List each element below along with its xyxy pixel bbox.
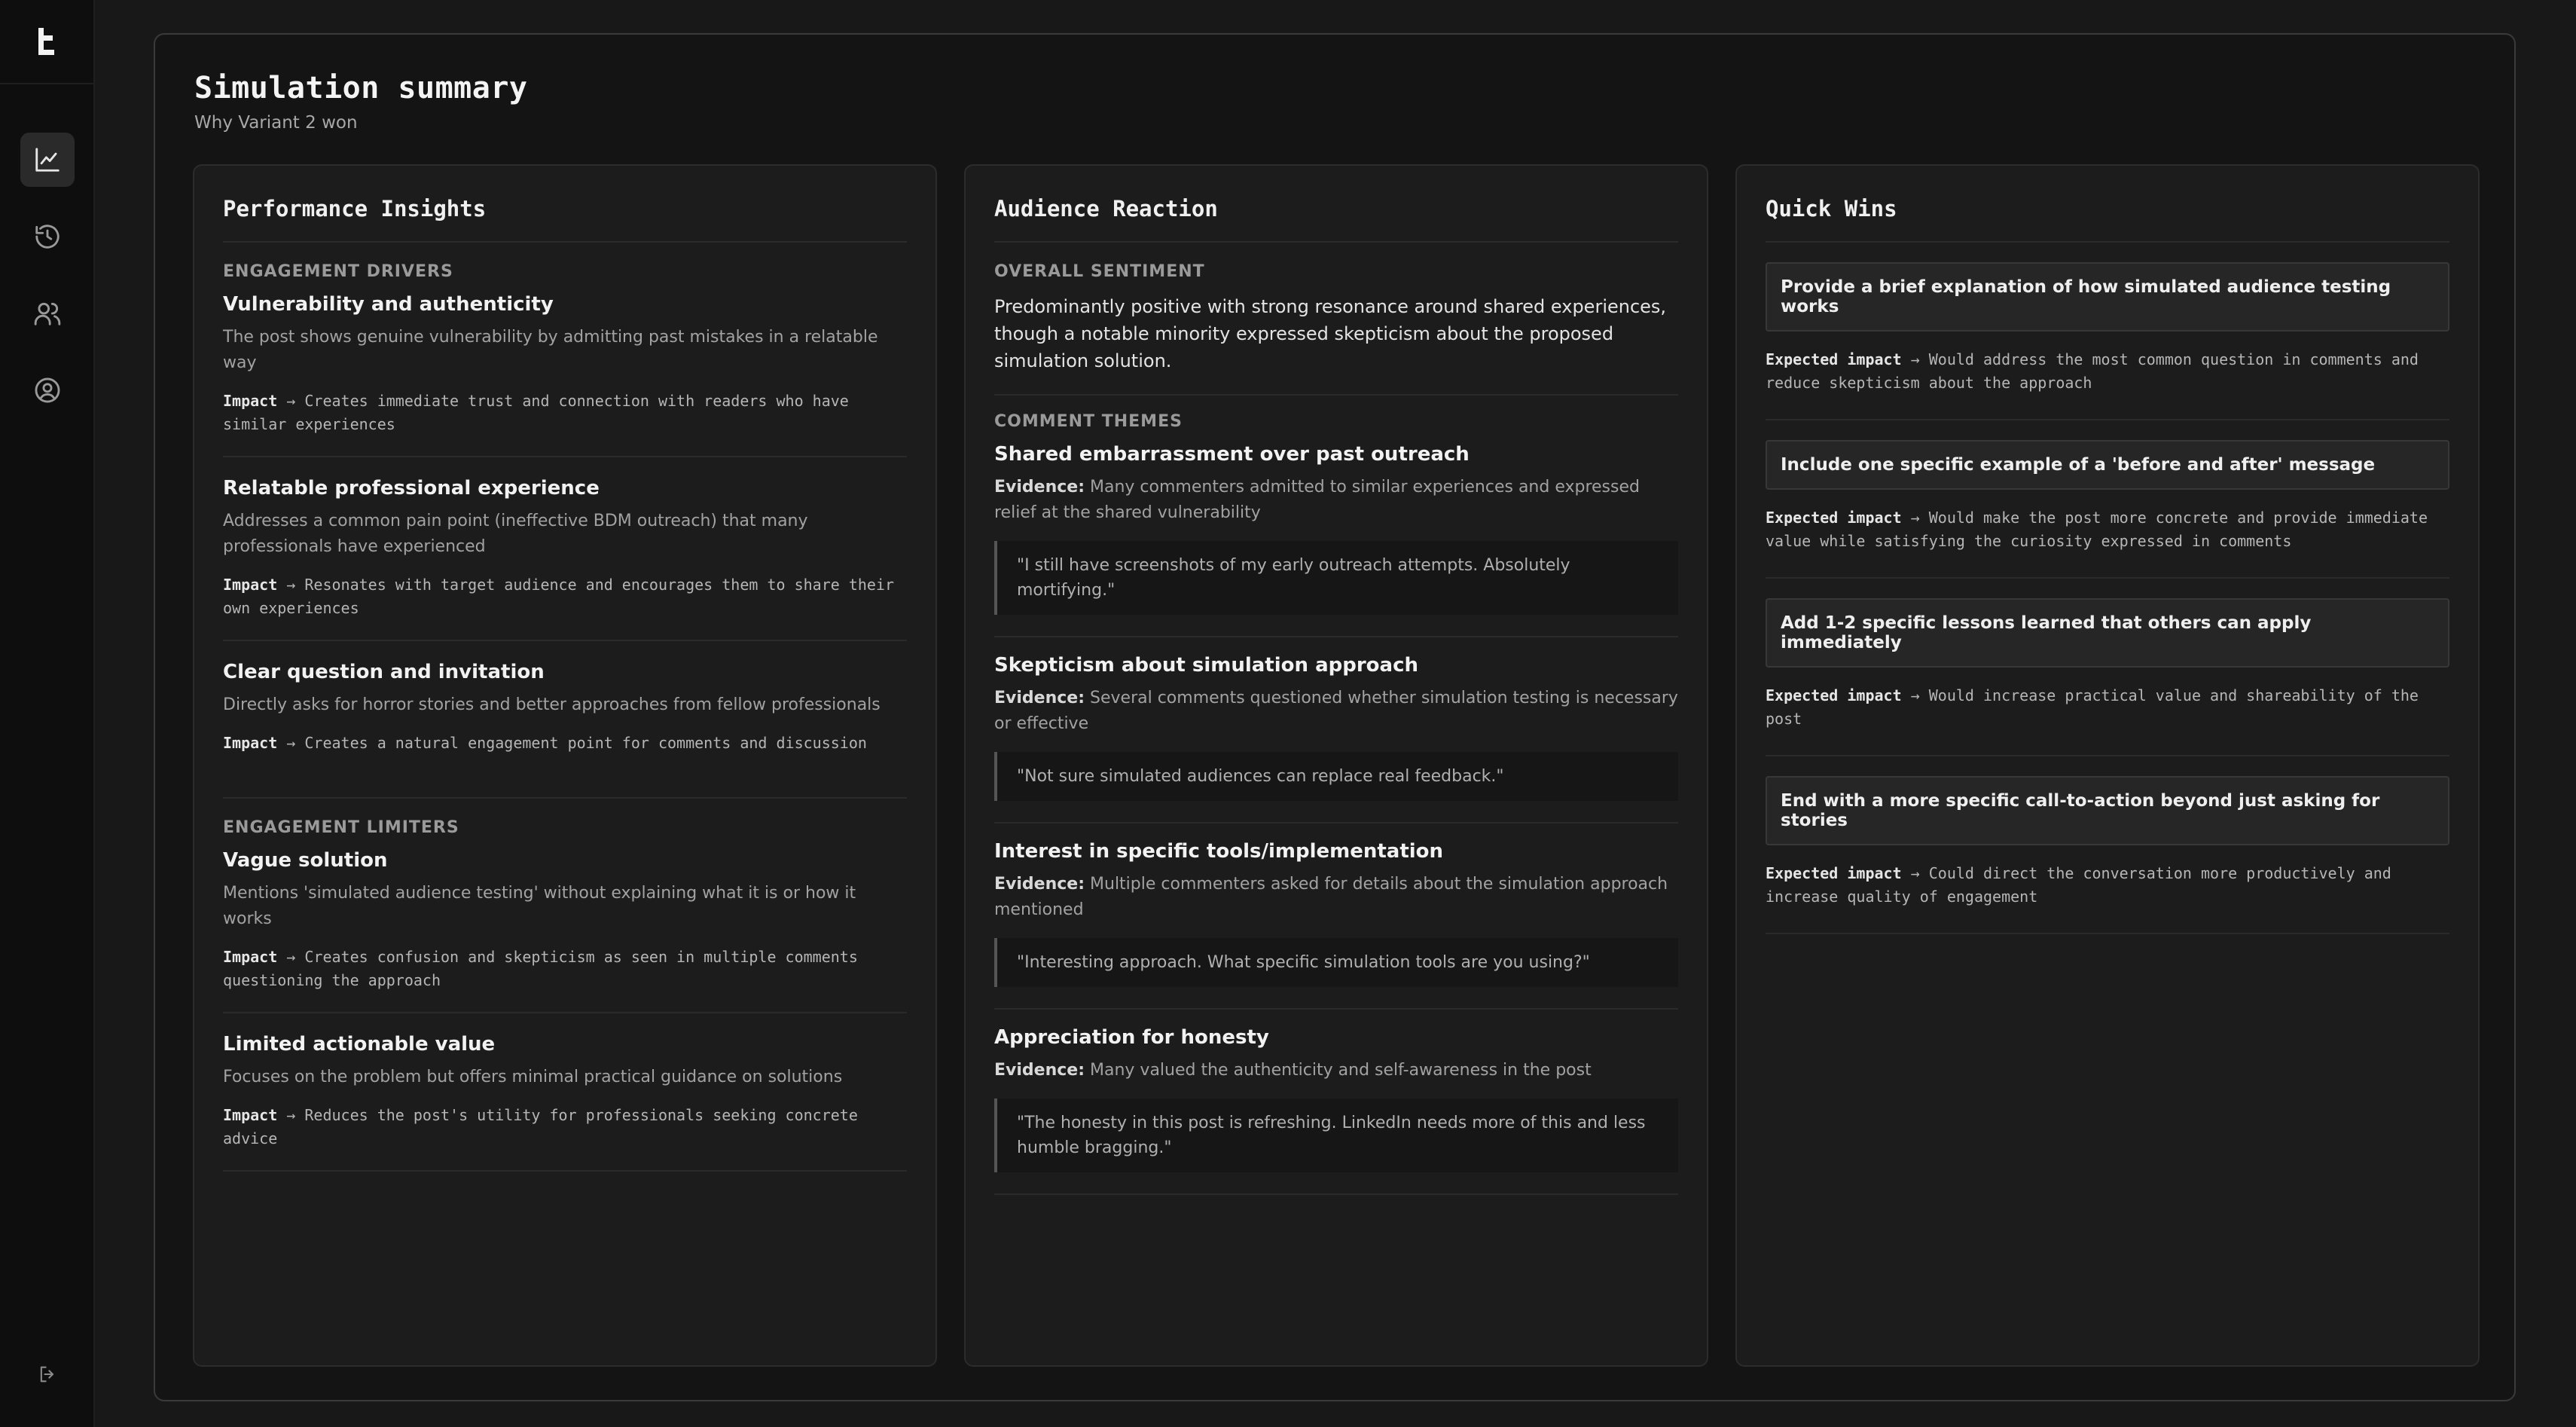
comment-theme — [994, 840, 1678, 1010]
item-description: Focuses on the problem but offers minimal practical guidance on solutions — [223, 1068, 843, 1086]
impact-label: Impact — [223, 576, 278, 594]
impact-value: Reduces the post's utility for professionals seeking concrete advice — [223, 1106, 858, 1147]
chart-line-icon — [33, 145, 62, 174]
app-logo[interactable] — [0, 0, 93, 84]
impact-label: Expected impact — [1766, 686, 1902, 704]
quick-win-item — [1766, 598, 2449, 756]
comment-quote: "Interesting approach. What specific simulation tools are you using?" — [994, 938, 1678, 987]
evidence-text — [994, 872, 1678, 923]
page-subtitle: Why Variant 2 won — [194, 113, 358, 133]
impact-text: Impact → Creates immediate trust and connection with readers who have similar experiences — [223, 392, 849, 433]
impact-label: Impact — [223, 734, 278, 752]
section-label-themes: COMMENT THEMES — [994, 412, 1183, 431]
simulation-summary-panel — [154, 33, 2516, 1401]
impact-label: Impact — [223, 948, 278, 966]
history-icon — [33, 222, 62, 251]
item-description: Addresses a common pain point (ineffective BDM outreach) that many professionals have experienced — [223, 512, 808, 556]
comment-quote: "I still have screenshots of my early outreach attempts. Absolutely mortifying." — [994, 541, 1678, 615]
item-title: Limited actionable value — [223, 1033, 496, 1056]
page-title: Simulation summary — [194, 71, 528, 105]
sidebar-item-analytics[interactable] — [20, 133, 75, 187]
sidebar — [0, 0, 95, 1427]
card-title: Quick Wins — [1766, 196, 2449, 243]
quick-win-title: End with a more specific call-to-action beyond just asking for stories — [1766, 776, 2449, 845]
limiter-item — [223, 1033, 907, 1172]
evidence-label: Evidence: — [994, 875, 1085, 894]
evidence-text — [994, 686, 1678, 737]
quick-win-title: Include one specific example of a 'before and after' message — [1766, 440, 2449, 490]
item-title: Vulnerability and authenticity — [223, 293, 554, 316]
impact-label: Impact — [223, 392, 278, 410]
evidence-text — [994, 1058, 1678, 1083]
item-title: Clear question and invitation — [223, 661, 545, 683]
quick-win-title: Provide a brief explanation of how simulated audience testing works — [1766, 262, 2449, 332]
impact-value: Would make the post more concrete and provide immediate value while satisfying the curiosity expressed in comments — [1766, 509, 2428, 550]
item-title: Relatable professional experience — [223, 477, 600, 500]
expected-impact-text: Expected impact → Could direct the conversation more productively and increase quality of engagement — [1766, 864, 2391, 906]
impact-value: Would increase practical value and shareability of the post — [1766, 686, 2419, 728]
sidebar-item-history[interactable] — [20, 209, 75, 264]
driver-item — [223, 477, 907, 641]
section-label-drivers: ENGAGEMENT DRIVERS — [223, 262, 453, 281]
impact-value: Creates a natural engagement point for comments and discussion — [304, 734, 867, 752]
item-description: Directly asks for horror stories and better approaches from fellow professionals — [223, 695, 881, 714]
impact-label: Expected impact — [1766, 509, 1902, 527]
impact-value: Creates immediate trust and connection with readers who have similar experiences — [223, 392, 849, 433]
item-description: The post shows genuine vulnerability by admitting past mistakes in a relatable way — [223, 328, 878, 372]
logo-icon — [34, 25, 60, 58]
evidence-value: Several comments questioned whether simulation testing is necessary or effective — [994, 689, 1678, 733]
evidence-value: Many commenters admitted to similar experiences and expressed relief at the shared vulnerability — [994, 478, 1640, 522]
driver-item — [223, 293, 907, 457]
expected-impact-text: Expected impact → Would make the post more concrete and provide immediate value while satisfying the curiosity expressed in comments — [1766, 509, 2428, 550]
expected-impact-text: Expected impact → Would increase practical value and shareability of the post — [1766, 686, 2419, 728]
driver-item — [223, 661, 907, 799]
sidebar-item-profile[interactable] — [20, 363, 75, 417]
sentiment-text: Predominantly positive with strong resonance around shared experiences, though a notable minority expressed skepticism about the proposed simulation solution. — [994, 293, 1678, 396]
impact-value: Resonates with target audience and encourages them to share their own experiences — [223, 576, 895, 617]
section-label-sentiment: OVERALL SENTIMENT — [994, 262, 1205, 281]
users-icon — [33, 299, 62, 328]
logout-button[interactable] — [20, 1347, 75, 1401]
audience-reaction-card — [964, 164, 1708, 1367]
impact-value: Creates confusion and skepticism as seen in multiple comments questioning the approach — [223, 948, 858, 989]
card-title: Audience Reaction — [994, 196, 1678, 243]
impact-label: Expected impact — [1766, 864, 1902, 882]
item-title: Vague solution — [223, 849, 388, 872]
expected-impact-text: Expected impact → Would address the most common question in comments and reduce skepticism about the approach — [1766, 350, 2419, 392]
theme-title: Appreciation for honesty — [994, 1026, 1269, 1049]
card-title: Performance Insights — [223, 196, 907, 243]
user-circle-icon — [33, 376, 62, 405]
quick-win-item — [1766, 262, 2449, 420]
impact-value: Would address the most common question in comments and reduce skepticism about the approach — [1766, 350, 2419, 392]
comment-theme — [994, 654, 1678, 824]
performance-insights-card — [193, 164, 937, 1367]
quick-win-item — [1766, 440, 2449, 579]
quick-wins-card — [1735, 164, 2480, 1367]
impact-text: Impact → Creates a natural engagement point for comments and discussion — [223, 734, 867, 752]
impact-label: Expected impact — [1766, 350, 1902, 368]
impact-text: Impact → Resonates with target audience and encourages them to share their own experiences — [223, 576, 895, 617]
quick-win-title: Add 1-2 specific lessons learned that others can apply immediately — [1766, 598, 2449, 668]
evidence-label: Evidence: — [994, 689, 1085, 707]
item-description: Mentions 'simulated audience testing' without explaining what it is or how it works — [223, 884, 856, 928]
section-label-limiters: ENGAGEMENT LIMITERS — [223, 818, 459, 837]
evidence-value: Multiple commenters asked for details about the simulation approach mentioned — [994, 875, 1668, 919]
evidence-label: Evidence: — [994, 1061, 1085, 1080]
evidence-label: Evidence: — [994, 478, 1085, 497]
comment-theme — [994, 1026, 1678, 1195]
logout-icon — [37, 1364, 58, 1385]
comment-theme — [994, 443, 1678, 637]
impact-text: Impact → Creates confusion and skepticism as seen in multiple comments questioning the approach — [223, 948, 858, 989]
evidence-text — [994, 475, 1678, 526]
theme-title: Interest in specific tools/implementation — [994, 840, 1444, 863]
limiter-item — [223, 849, 907, 1013]
comment-quote: "The honesty in this post is refreshing. LinkedIn needs more of this and less humble bragging." — [994, 1099, 1678, 1172]
quick-win-item — [1766, 776, 2449, 934]
comment-quote: "Not sure simulated audiences can replace real feedback." — [994, 752, 1678, 801]
sidebar-item-audiences[interactable] — [20, 286, 75, 341]
evidence-value: Many valued the authenticity and self-awareness in the post — [1090, 1061, 1592, 1080]
theme-title: Shared embarrassment over past outreach — [994, 443, 1470, 466]
impact-text: Impact → Reduces the post's utility for professionals seeking concrete advice — [223, 1106, 858, 1147]
impact-label: Impact — [223, 1106, 278, 1124]
theme-title: Skepticism about simulation approach — [994, 654, 1418, 677]
impact-value: Could direct the conversation more productively and increase quality of engagement — [1766, 864, 2391, 906]
